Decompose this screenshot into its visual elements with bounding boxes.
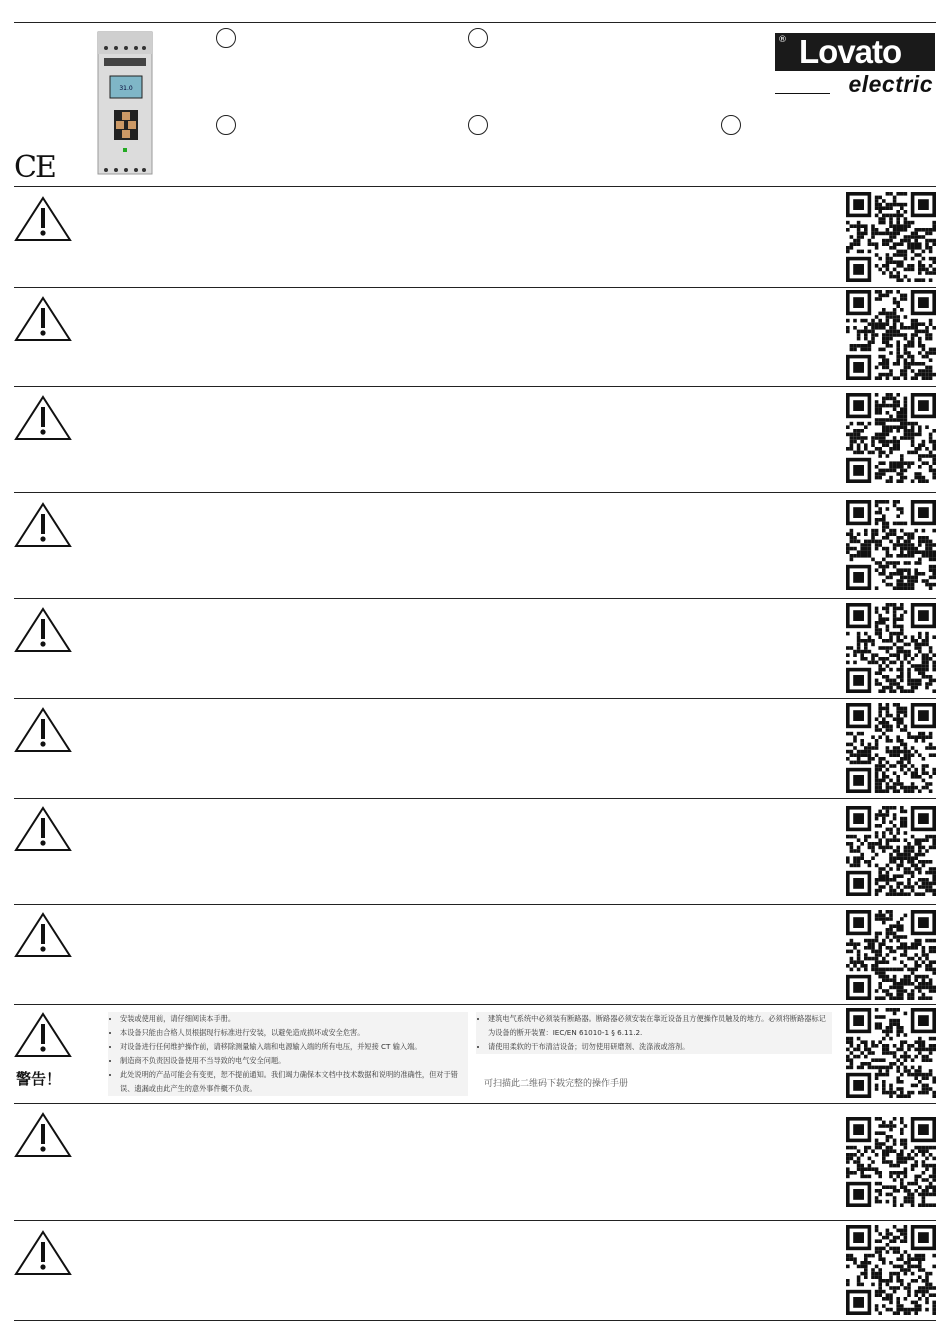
warning-triangle-icon xyxy=(14,1112,72,1158)
bottom-rule xyxy=(14,1320,936,1321)
qr-code-icon[interactable] xyxy=(846,1117,936,1207)
language-circle-icon xyxy=(468,28,488,48)
warning-item: • 对设备进行任何维护操作前，请移除测量输入端和电源输入端的所有电压，并短接 CT 输入端。 xyxy=(120,1040,468,1054)
qr-code-icon[interactable] xyxy=(846,703,936,793)
qr-code-icon[interactable] xyxy=(846,603,936,693)
warning-list-left xyxy=(108,1012,468,1096)
section-rule xyxy=(14,186,936,187)
warning-triangle-icon xyxy=(14,196,72,242)
warning-triangle-icon xyxy=(14,912,72,958)
qr-download-note: 可扫描此二维码下载完整的操作手册 xyxy=(484,1079,629,1089)
qr-code-icon[interactable] xyxy=(846,910,936,1000)
brand-name: Lovato xyxy=(799,33,902,70)
language-circle-icon xyxy=(216,115,236,135)
brand-subtitle: electric xyxy=(848,71,933,97)
product-image xyxy=(96,30,154,176)
qr-code-icon[interactable] xyxy=(846,290,936,380)
section-rule xyxy=(14,1103,936,1104)
warning-item: • 建筑电气系统中必须装有断路器。断路器必须安装在靠近设备且方便操作员触及的地方。必须将断路器标记为设备的断开装置：IEC/EN 61010-1 § 6.11.2. xyxy=(488,1012,832,1040)
section-rule xyxy=(14,698,936,699)
section-title-chinese: 警告！ xyxy=(16,1070,62,1088)
svg-text:31.0: 31.0 xyxy=(119,85,133,92)
section-rule xyxy=(14,386,936,387)
language-circle-icon xyxy=(468,115,488,135)
section-rule xyxy=(14,1004,936,1005)
section-rule xyxy=(14,904,936,905)
section-rule xyxy=(14,492,936,493)
warning-item: • 此处说明的产品可能会有变更，恕不提前通知。我们竭力确保本文档中技术数据和说明的准确性，但对于错误、遗漏或由此产生的意外事件概不负责。 xyxy=(120,1068,468,1096)
section-rule xyxy=(14,287,936,288)
warning-item: • 安装或使用前，请仔细阅读本手册。 xyxy=(120,1012,468,1026)
qr-code-icon[interactable] xyxy=(846,806,936,896)
warning-item: • 请使用柔软的干布清洁设备；切勿使用研磨剂、洗涤液或溶剂。 xyxy=(488,1040,832,1054)
language-circle-icon xyxy=(216,28,236,48)
warning-triangle-icon xyxy=(14,607,72,653)
qr-code-icon[interactable] xyxy=(846,1008,936,1098)
warning-item: • 本设备只能由合格人员根据现行标准进行安装，以避免造成损坏或安全危害。 xyxy=(120,1026,468,1040)
brand-logo xyxy=(775,33,935,97)
warning-triangle-icon xyxy=(14,395,72,441)
logo-underline xyxy=(775,93,830,94)
warning-triangle-icon xyxy=(14,1230,72,1276)
qr-code-icon[interactable] xyxy=(846,192,936,282)
warning-item: • 制造商不负责因设备使用不当导致的电气安全问题。 xyxy=(120,1054,468,1068)
warning-triangle-icon xyxy=(14,806,72,852)
warning-triangle-icon xyxy=(14,1012,72,1058)
warning-triangle-icon xyxy=(14,707,72,753)
qr-code-icon[interactable] xyxy=(846,393,936,483)
logo-box xyxy=(775,33,935,71)
qr-code-icon[interactable] xyxy=(846,1225,936,1315)
qr-code-icon[interactable] xyxy=(846,500,936,590)
warning-triangle-icon xyxy=(14,296,72,342)
warning-triangle-icon xyxy=(14,502,72,548)
section-rule xyxy=(14,798,936,799)
ce-mark: CE xyxy=(14,150,55,185)
section-rule xyxy=(14,598,936,599)
section-rule xyxy=(14,1220,936,1221)
registered-mark: ® xyxy=(778,35,787,45)
language-circle-icon xyxy=(721,115,741,135)
top-rule xyxy=(14,22,936,23)
warning-list-right xyxy=(476,1012,832,1054)
